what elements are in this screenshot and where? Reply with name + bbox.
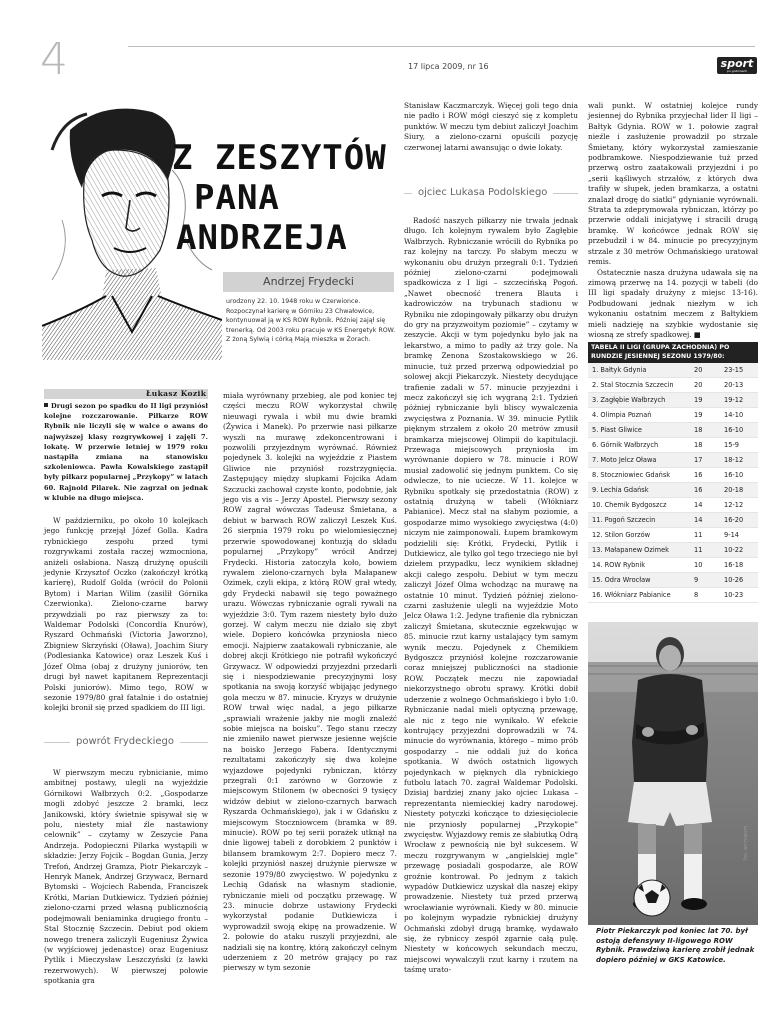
lead-text: Drugi sezon po spadku do II ligi przyniósł kolejne rozczarowanie. Piłkarze ROW Rybnik nie liczyli się w walce o awans do najwyższej klasy rozgrywkowej i zajęli 7. lokatę. W przerwie letniej w 1979 roku nastąpiła zmiana na stanowisku szkoleniowca. Pawła Kowalskiego zastąpił były piłkarz popularnej „Przykopy” w latach 60. Rajnold Pilarek. Nie zagrzał on jednak w klubie na długo miejsca. (44, 402, 208, 502)
team-points: 14 (694, 501, 703, 509)
column-2 (223, 391, 397, 974)
team-goals: 12-12 (724, 501, 744, 509)
team-name: 2. Stal Stocznia Szczecin (592, 381, 674, 389)
team-name: 9. Lechia Gdańsk (592, 486, 649, 494)
team-goals: 10-22 (724, 546, 744, 554)
subhead-powrot: powrót Frydeckiego (70, 736, 180, 748)
table-row (588, 378, 758, 393)
column-1-upper (44, 516, 208, 714)
league-table-title: TABELA II LIGI (GRUPA ZACHODNIA) PO RUNDZIE JESIENNEJ SEZONU 1979/80: (588, 342, 758, 363)
team-points: 11 (694, 531, 703, 539)
col3-paragraph-2: Radość naszych piłkarzy nie trwała jednak długo. Ich kolejnym rywalem było Zagłębie Wałbrzych. Rybniczanie wrócili do Rybnika po raz kolejny na tarczy. Po słabym meczu w wykonaniu obu drużyn przegrali 0:1. Tydzień później zielono-czarni podejmowali spadkowicza z I ligi – szczecińską Pogoń. „Nawet obecność trenera Blauta i kadrowiczów na trybunach stadionu w Rybniku nie zdopingowały piłkarzy obu drużyn do gry na przyzwoitym poziomie” – czytamy w zeszycie. Akcji w tym pojedynku było jak na lekarstwo, a mimo to padły aż trzy gole. Na bramkę Zenona Szostakowskiego w 26. minucie, tuż przed przerwą odpowiedział po solowej akcji Piekarczyk. Niestety decydujące trafienie zadali w 57. minucie przyjezdni i mecz zakończył się ich wygraną 2:1. Tydzień później rybniczanie byli bliscy wywalczenia zwycięstwa z Poznania. W 39. minucie Pytlik pięknym strzałem z około 20 metrów zmusił bramkarza miejscowej Olimpii do kapitulacji. Przewaga miejscowych przyniosła im wyrównanie dopiero w 78. minucie i ROW musiał zadowolić się jednym punktem. Co się odwlecze, to nie uciecze. W 11. kolejce w Rybniku spotkały się przedostatnia (ROW) z ostatnią drużyną w tabeli (Włókniarz Pabianice). Mecz stał na słabym poziomie, a gospodarze mimo wysokiego zwycięstwa (4:0) niczym nie zaimponowali. Łupem bramkowym podzielili się: Krótki, Frydecki, Pytlik i Dutkiewicz, ale tylko gol tego trzeciego nie był dziełem przypadku, lecz wynikiem składnej akcji całego zespołu. Debiut w tym meczu zaliczył Józef Olma wchodząc na murawę na ostatnie 10 minut. Tydzień później zielono-czarni zasłużenie ulegli na wyjeździe Moto Jelcz Oława 1:2. Jedyne trafienie dla rybniczan zaliczył Śmietana, skutecznie egzekwując w 85. minucie rzut karny ustalający tym samym wynik meczu. Pojedynek z Chemikiem Bydgoszcz przyniósł kolejne rozczarowanie coraz mniejszej publiczności na stadionie ROW. Początek meczu nie zapowiadał niekorzystnego obrotu sprawy. Krótki dobił uderzenie z wolnego Ochmańskiego i było 1:0. Rybniczanie nadal mieli optyczną przewagę, ale nic z tego nie wynikało. W efekcie kontrujący przyjezdni doprowadzili w 74. minucie do wyrównania, którego – mimo prób gospodarzy – nie oddali już do końca spotkania. W dwóch ostatnich ligowych pojedynkach w pięknych dla rybnickiego futbolu latach 70. zagrał Waldemar Podolski. Dzisiaj bardziej znany jako ojciec Lukasa – reprezentanta niemieckiej kadry narodowej. Niestety potyczki kończące to dziesięciolecie nie przyniosły popularnej „Przykopie” zwycięstw. Wyjazdowy remis ze słabiutką Odrą Wrocław z pewnością nie był sukcesem. W meczu rozgrywanym w „angielskiej mgle” przewagę posiadali gospodarze, ale ROW groźnie kontrował. Po jednym z takich wypadów Dutkiewicz uzyskał dla naszej ekipy prowadzenie. Niestety tuż przed przerwą wrocławianie wyrównali. Kiedy w 80. minucie po kolejnym wypadzie rybnickiej drużyny Ochmański zdobył drugą bramkę, wydawało się, że rybniccy zespół zgarnie całą pulę. Niestety w końcowych sekundach meczu, miejscowi wywalczyli rzut karny i rzutem na taśmę urato- (404, 216, 578, 975)
team-name: 8. Stoczniowiec Gdańsk (592, 471, 671, 479)
team-name: 10. Chemik Bydgoszcz (592, 501, 667, 509)
column-3-lower (404, 216, 578, 976)
team-name: 4. Olimpia Poznań (592, 411, 652, 419)
team-points: 16 (694, 486, 703, 494)
table-row (588, 573, 758, 588)
column-4 (588, 101, 758, 340)
player-photo (588, 622, 758, 925)
table-row (588, 408, 758, 423)
team-points: 19 (694, 411, 703, 419)
team-points: 18 (694, 441, 703, 449)
team-goals: 20-18 (724, 486, 744, 494)
sport-logo (717, 57, 757, 74)
bio-name: Andrzej Frydecki (223, 272, 394, 292)
team-points: 14 (694, 516, 703, 524)
photo-credit: fot. archiwum (743, 825, 749, 860)
team-goals: 10-26 (724, 576, 744, 584)
league-table-rows (588, 363, 758, 603)
team-goals: 14-10 (724, 411, 744, 419)
table-row (588, 543, 758, 558)
table-row (588, 453, 758, 468)
table-row (588, 438, 758, 453)
team-points: 20 (694, 366, 703, 374)
table-row (588, 588, 758, 603)
team-goals: 10-23 (724, 591, 744, 599)
team-goals: 9-14 (724, 531, 739, 539)
team-name: 12. Stilon Gorzów (592, 531, 651, 539)
team-goals: 19-12 (724, 396, 744, 404)
team-name: 5. Piast Gliwice (592, 426, 642, 434)
team-name: 3. Zagłębie Wałbrzych (592, 396, 666, 404)
team-name: 11. Pogoń Szczecin (592, 516, 656, 524)
table-row (588, 528, 758, 543)
title-line-1: Z ZESZYTÓW (172, 138, 387, 178)
table-row (588, 483, 758, 498)
team-goals: 16-10 (724, 471, 744, 479)
col1-paragraph-1: W październiku, po około 10 kolejkach jego funkcję przejął Józef Golla. Kadra rybnickiego zespołu przed tymi rozgrywkami została raczej wzmocniona, aniżeli osłabiona. Naszą drużynę opuścili jedynie Krzysztof Oczko (zakończył krótką karierę), Rudolf Golda (wrócił do Polonii Bytom) i Marian Wilim (zasilił Górnika Czerwionka). Zielono-czarne barwy przywdziali po raz pierwszy za to: Waldemar Podolski (Concordia Knurów), Ryszard Ochmański (Victoria Jaworzno), Zbigniew Skrzyński (Oława), Joachim Siury (Podlesianka Katowice) oraz Leszek Kuś i Józef Olma (obaj z drużyny juniorów, ten drugi był nawet kapitanem Reprezentacji Polski juniorów). Mimo tego, ROW w sezonie 1979/80 grał fatalnie i do ostatniej kolejki bronił się przed spadkiem do III ligi. (44, 516, 208, 713)
team-name: 14. ROW Rybnik (592, 561, 646, 569)
col4-paragraph-2: Ostatecznie nasza drużyna udawała się na zimową przerwę na 14. pozycji w tabeli (do III ligi spadały drużyny z miejsc 13-16). Podbudowani jednak niezłym w ich wykonaniu ostatnim meczem z Bałtykiem mieli nadzieję na szybkie wydostanie się wiosną ze strefy spadkowej. ■ (588, 267, 758, 339)
table-row (588, 423, 758, 438)
col3-paragraph-1: Stanisław Kaczmarczyk. Więcej goli tego dnia nie padło i ROW mógł cieszyć się z kompletu punktów. W meczu tym debiut zaliczył Joachim Siury, a zielono-czarni opuścili pozycję czerwonej latarni awansując o dwie lokaty. (404, 101, 578, 152)
article-title (172, 138, 402, 258)
column-1-lower (44, 768, 208, 987)
team-name: 6. Górnik Wałbrzych (592, 441, 659, 449)
table-row (588, 393, 758, 408)
team-name: 13. Małapanew Ozimek (592, 546, 669, 554)
col4-paragraph-1: wali punkt. W ostatniej kolejce rundy jesiennej do Rybnika przyjechał lider II ligi – Bałtyk Gdynia. ROW w 1. połowie zagrał nieźle i zasłużenie prowadził po strzale Śmietany, który wykorzystał zamieszanie podbramkowe. Niespodziewanie tuż przed przerwą ostro zaatakowali przyjezdni i po „serii kąśliwych strzałów, z których dwa trafiły w słupek, jeden bramkarza, a ostatni znalazł drogę do siatki” gdynianie wyrównali. Strata ta zdeprymowała rybniczan, którzy po przerwie oddali inicjatywę i stracili drugą bramkę. W końcówce jednak ROW się przebudził i w 84. minucie po precyzyjnym strzale z 30 metrów Ochmańskiego uratował remis. (588, 101, 758, 267)
team-points: 16 (694, 471, 703, 479)
team-points: 8 (694, 591, 699, 599)
team-points: 17 (694, 456, 703, 464)
logo-text: sport (720, 57, 754, 70)
table-row (588, 558, 758, 573)
team-goals: 20-13 (724, 381, 744, 389)
team-goals: 16-20 (724, 516, 744, 524)
title-line-2: PANA (194, 178, 280, 218)
title-line-3: ANDRZEJA (176, 218, 348, 258)
col2-paragraph-1: miała wyrównany przebieg, ale pod koniec tej części meczu ROW wykorzystał chwilę nieuwagi rywala i wbił mu dwie bramki (Żywica i Manek). Po przerwie nasi piłkarze wyszli na murawę zdekoncentrowani i pozwolili przyjezdnym wyrównać. Również pojedynek 3. kolejki na wyjeździe z Piastem Gliwice nie przyniósł rozstrzygnięcia. Zastępujący między słupkami Fojcika Adam Szczucki zachował czyste konto, podobnie, jak jego vis a vis – Jerzy Apostel. Pierwszy sezony ROW zagrał wówczas Tadeusz Śmietana, a debiut w barwach ROW zaliczył Leszek Kuś. 26 sierpnia 1979 roku po wielomiesięcznej przerwie spowodowanej kontuzją do składu popularnej „Przykopy” wrócił Andrzej Frydecki. Historia zatoczyła koło, bowiem rywalem zielono-czarnych była Małapanew Ozimek, czyli ekipa, z którą ROW grał wtedy, gdy Frydecki nabawił się tego poważnego urazu. Wówczas rybniczanie ograli rywali na wyjeździe 3:0. Tym razem niestety było dużo gorzej. W całym meczu nie działo się zbyt wiele. Dopiero końcówka przyniosła nieco emocji. Najpierw zaatakowali rybniczanie, ale dobrej akcji Krótkiego nie potrafił wykończyć Grzywacz. W odpowiedzi przyjezdni przedarli się i niespodziewanie precyzyjnymi losy spotkania na swoją korzyść wbijając jedynego gola meczu w 87. minucie. Kryzys w drużynie ROW trwał więc nadal, a jego piłkarze „sprawiali wrażenie jakby nie mogli znaleźć sobie miejsca na boisku”. Tego stanu rzeczy nie zmieniło nawet pierwsze jesienne wejście na boisko Jerzego Fabera. Identycznymi rezultatami zakończyły się dwa kolejne wyjazdowe pojedynki rybniczan, którzy przegrali 0:1 zarówno w Gorzowie z miejscowym Stilonem (w obecności 9 tysięcy widzów debiut w zielono-czarnych barwach Ryszarda Ochmańskiego), jak i w Gdańsku z miejscowym Stoczniowcem (bramka w 89. minucie). ROW po tej serii porażek utknął na dnie ligowej tabeli z dorobkiem 2 punktów i bilansem bramkowym 2:7. Dopiero mecz 7. kolejki przyniósł naszej drużynie pierwsze w sezonie 1979/80 zwycięstwo. W pojedynku z Lechią Gdańsk na własnym stadionie, rybniczanie mieli od początku przewagę. W 23. minucie dobrze ustawiony Frydecki wykorzystał podanie Dutkiewicza i wyprowadził swoją ekipę na prowadzenie. W 2. połowie do ataku ruszyli przyjezdni, ale nadziali się na kontrę, którą zakończył celnym uderzeniem z 20 metrów grający po raz pierwszy w tym sezonie (223, 391, 397, 973)
header-rule (128, 46, 755, 47)
team-goals: 18-12 (724, 456, 744, 464)
team-points: 11 (694, 546, 703, 554)
team-goals: 15-9 (724, 441, 739, 449)
team-points: 9 (694, 576, 699, 584)
column-3-upper (404, 101, 578, 153)
team-name: 16. Włókniarz Pabianice (592, 591, 671, 599)
table-row (588, 513, 758, 528)
team-goals: 16-18 (724, 561, 744, 569)
author-name: Łukasz Kozik (146, 389, 207, 398)
team-name: 1. Bałtyk Gdynia (592, 366, 647, 374)
table-row (588, 498, 758, 513)
team-goals: 16-10 (724, 426, 744, 434)
logo-subtext: po godzinach (726, 69, 748, 73)
team-goals: 23-15 (724, 366, 744, 374)
bio-text: urodzony 22. 10. 1948 roku w Czerwionce. Rozpoczynał karierę w Górniku 23 Chwałowice, kontynuował ją w KS ROW Rybnik. Później zajął się trenerką. Od 2003 roku pracuje w KS Energetyk ROW. Z żoną Sylwią i córką Mają mieszka w Żorach. (226, 298, 396, 344)
bullet-icon (44, 403, 48, 407)
issue-date: 17 lipca 2009, nr 16 (408, 62, 489, 71)
team-points: 20 (694, 381, 703, 389)
team-name: 15. Odra Wrocław (592, 576, 651, 584)
subhead-ojciec: ojciec Lukasa Podolskiego (412, 187, 553, 199)
table-row (588, 468, 758, 483)
team-points: 19 (694, 396, 703, 404)
col1-paragraph-2: W pierwszym meczu rybnicianie, mimo ambitnej postawy, ulegli na wyjeździe Górnikowi Wałbrzych 0:2. „Gospodarze mogli zdobyć jeszcze 2 bramki, lecz Janikowski, który świetnie spisywał się w polu, niestety miał źle nastawiony celownik” – czytamy w Zeszycie Pana Andrzeja. Podopieczni Pilarka wystąpili w składzie: Jerzy Fojcik – Bogdan Gunia, Jerzy Trefoń, Andrzej Gramza, Piotr Piekarczyk – Henryk Manek, Andrzej Grzywacz, Bernard Bytomski – Wojciech Rabenda, Franciszek Krótki, Marian Dutkiewicz. Tydzień później zielono-czarni przed własną publicznością podejmowali beniaminka drugiego frontu – Stal Stocznię Szczecin. Debiut pod okiem nowego trenera zaliczyli Eugeniusz Żywica (w wyjściowej jedenastce) oraz Eugeniusz Pytlik i Mieczysław Leszczyński (z ławki rezerwowych). W pierwszej połowie spotkania gra (44, 768, 208, 986)
team-points: 10 (694, 561, 703, 569)
lead-paragraph (44, 401, 208, 503)
photo-caption: Piotr Piekarczyk pod koniec lat 70. był ostoją defensywy II-ligowego ROW Rybnik. Prawdziwą karierę zrobił jednak dopiero później w GKS Katowice. (596, 927, 755, 964)
page-number: 4 (40, 34, 68, 85)
table-row (588, 363, 758, 378)
team-name: 7. Moto Jelcz Oława (592, 456, 657, 464)
team-points: 18 (694, 426, 703, 434)
league-table (588, 342, 758, 603)
